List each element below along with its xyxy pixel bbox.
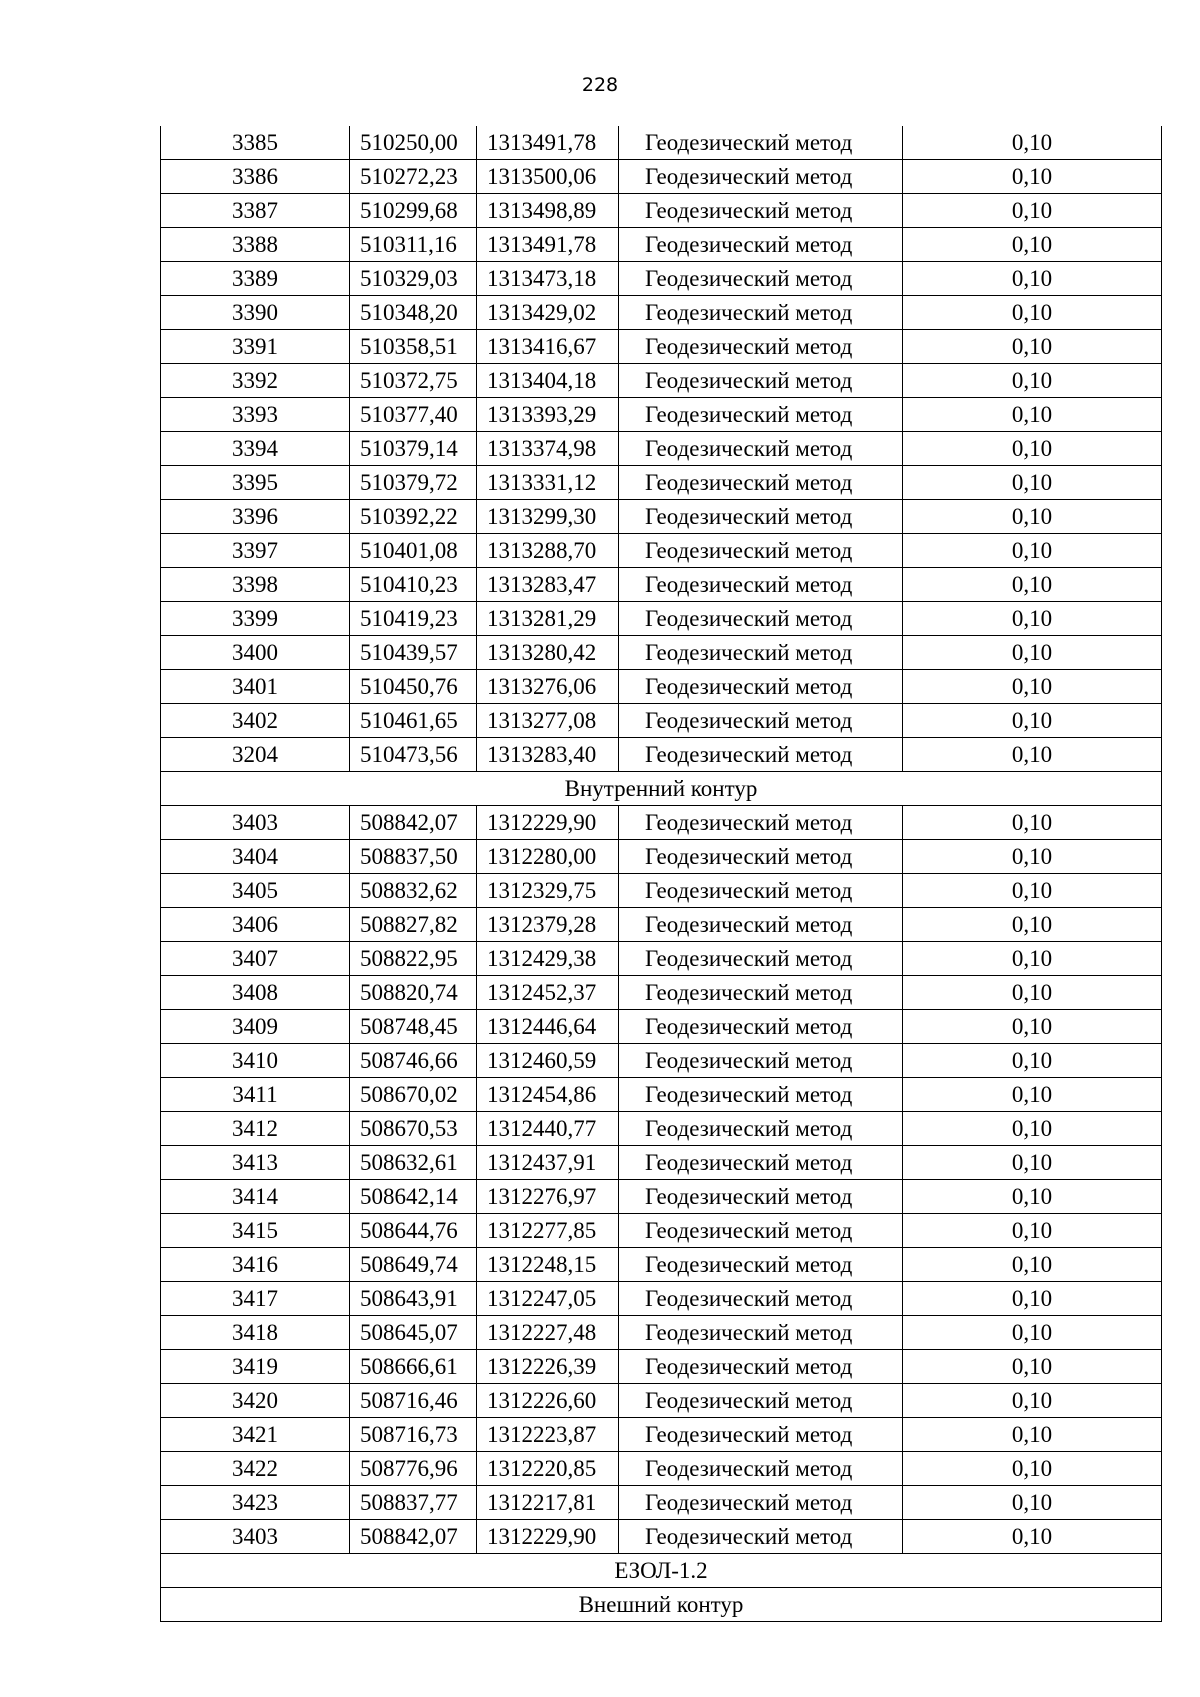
accuracy-cell: 0,10: [903, 1112, 1162, 1146]
x-coordinate-cell: 510379,72: [350, 466, 477, 500]
accuracy-cell: 0,10: [903, 1214, 1162, 1248]
accuracy-cell: 0,10: [903, 568, 1162, 602]
y-coordinate-cell: 1312454,86: [477, 1078, 619, 1112]
x-coordinate-cell: 510377,40: [350, 398, 477, 432]
section-header-row: [161, 1588, 1162, 1622]
accuracy-cell: 0,10: [903, 228, 1162, 262]
point-number-cell: 3393: [161, 398, 350, 432]
accuracy-cell: 0,10: [903, 976, 1162, 1010]
table-row: [161, 840, 1162, 874]
y-coordinate-cell: 1312460,59: [477, 1044, 619, 1078]
x-coordinate-cell: 510272,23: [350, 160, 477, 194]
point-number-cell: 3401: [161, 670, 350, 704]
x-coordinate-cell: 508645,07: [350, 1316, 477, 1350]
point-number-cell: 3386: [161, 160, 350, 194]
accuracy-cell: 0,10: [903, 942, 1162, 976]
y-coordinate-cell: 1312452,37: [477, 976, 619, 1010]
method-cell: Геодезический метод: [619, 1384, 903, 1418]
method-cell: Геодезический метод: [619, 160, 903, 194]
method-cell: Геодезический метод: [619, 1180, 903, 1214]
table-row: [161, 1112, 1162, 1146]
accuracy-cell: 0,10: [903, 194, 1162, 228]
accuracy-cell: 0,10: [903, 1486, 1162, 1520]
point-number-cell: 3204: [161, 738, 350, 772]
accuracy-cell: 0,10: [903, 636, 1162, 670]
x-coordinate-cell: 508670,53: [350, 1112, 477, 1146]
accuracy-cell: 0,10: [903, 1010, 1162, 1044]
accuracy-cell: 0,10: [903, 1282, 1162, 1316]
table-row: [161, 466, 1162, 500]
accuracy-cell: 0,10: [903, 126, 1162, 160]
method-cell: Геодезический метод: [619, 1486, 903, 1520]
y-coordinate-cell: 1312223,87: [477, 1418, 619, 1452]
point-number-cell: 3411: [161, 1078, 350, 1112]
table-row: [161, 568, 1162, 602]
accuracy-cell: 0,10: [903, 1044, 1162, 1078]
point-number-cell: 3420: [161, 1384, 350, 1418]
y-coordinate-cell: 1312229,90: [477, 806, 619, 840]
accuracy-cell: 0,10: [903, 296, 1162, 330]
method-cell: Геодезический метод: [619, 262, 903, 296]
y-coordinate-cell: 1312277,85: [477, 1214, 619, 1248]
x-coordinate-cell: 508632,61: [350, 1146, 477, 1180]
method-cell: Геодезический метод: [619, 1248, 903, 1282]
x-coordinate-cell: 508643,91: [350, 1282, 477, 1316]
table-row: [161, 874, 1162, 908]
method-cell: Геодезический метод: [619, 738, 903, 772]
x-coordinate-cell: 508666,61: [350, 1350, 477, 1384]
table-row: [161, 398, 1162, 432]
y-coordinate-cell: 1312440,77: [477, 1112, 619, 1146]
x-coordinate-cell: 510299,68: [350, 194, 477, 228]
table-row: [161, 364, 1162, 398]
point-number-cell: 3408: [161, 976, 350, 1010]
point-number-cell: 3418: [161, 1316, 350, 1350]
point-number-cell: 3399: [161, 602, 350, 636]
x-coordinate-cell: 510401,08: [350, 534, 477, 568]
y-coordinate-cell: 1313491,78: [477, 228, 619, 262]
x-coordinate-cell: 510419,23: [350, 602, 477, 636]
table-row: [161, 1010, 1162, 1044]
x-coordinate-cell: 508822,95: [350, 942, 477, 976]
point-number-cell: 3391: [161, 330, 350, 364]
method-cell: Геодезический метод: [619, 1282, 903, 1316]
y-coordinate-cell: 1312227,48: [477, 1316, 619, 1350]
y-coordinate-cell: 1313288,70: [477, 534, 619, 568]
coordinates-table: [160, 126, 1162, 1622]
accuracy-cell: 0,10: [903, 534, 1162, 568]
point-number-cell: 3400: [161, 636, 350, 670]
table-row: [161, 228, 1162, 262]
coordinates-table-body: [161, 126, 1162, 1622]
table-row: [161, 1384, 1162, 1418]
accuracy-cell: 0,10: [903, 160, 1162, 194]
x-coordinate-cell: 510392,22: [350, 500, 477, 534]
accuracy-cell: 0,10: [903, 670, 1162, 704]
method-cell: Геодезический метод: [619, 126, 903, 160]
table-row: [161, 296, 1162, 330]
point-number-cell: 3396: [161, 500, 350, 534]
point-number-cell: 3397: [161, 534, 350, 568]
table-row: [161, 1486, 1162, 1520]
accuracy-cell: 0,10: [903, 466, 1162, 500]
table-row: [161, 1316, 1162, 1350]
point-number-cell: 3410: [161, 1044, 350, 1078]
accuracy-cell: 0,10: [903, 364, 1162, 398]
method-cell: Геодезический метод: [619, 296, 903, 330]
method-cell: Геодезический метод: [619, 466, 903, 500]
method-cell: Геодезический метод: [619, 398, 903, 432]
point-number-cell: 3413: [161, 1146, 350, 1180]
x-coordinate-cell: 508644,76: [350, 1214, 477, 1248]
y-coordinate-cell: 1312247,05: [477, 1282, 619, 1316]
table-row: [161, 500, 1162, 534]
y-coordinate-cell: 1312379,28: [477, 908, 619, 942]
y-coordinate-cell: 1312226,60: [477, 1384, 619, 1418]
y-coordinate-cell: 1312226,39: [477, 1350, 619, 1384]
point-number-cell: 3388: [161, 228, 350, 262]
point-number-cell: 3406: [161, 908, 350, 942]
y-coordinate-cell: 1312329,75: [477, 874, 619, 908]
accuracy-cell: 0,10: [903, 1418, 1162, 1452]
point-number-cell: 3422: [161, 1452, 350, 1486]
accuracy-cell: 0,10: [903, 806, 1162, 840]
method-cell: Геодезический метод: [619, 364, 903, 398]
section-header: ЕЗОЛ-1.2: [161, 1554, 1162, 1588]
table-row: [161, 602, 1162, 636]
table-row: [161, 534, 1162, 568]
method-cell: Геодезический метод: [619, 636, 903, 670]
x-coordinate-cell: 508837,50: [350, 840, 477, 874]
point-number-cell: 3390: [161, 296, 350, 330]
table-row: [161, 160, 1162, 194]
point-number-cell: 3398: [161, 568, 350, 602]
point-number-cell: 3414: [161, 1180, 350, 1214]
point-number-cell: 3404: [161, 840, 350, 874]
accuracy-cell: 0,10: [903, 432, 1162, 466]
y-coordinate-cell: 1312248,15: [477, 1248, 619, 1282]
x-coordinate-cell: 510379,14: [350, 432, 477, 466]
method-cell: Геодезический метод: [619, 1078, 903, 1112]
method-cell: Геодезический метод: [619, 194, 903, 228]
x-coordinate-cell: 508716,46: [350, 1384, 477, 1418]
point-number-cell: 3403: [161, 806, 350, 840]
point-number-cell: 3389: [161, 262, 350, 296]
y-coordinate-cell: 1313498,89: [477, 194, 619, 228]
method-cell: Геодезический метод: [619, 1044, 903, 1078]
section-header: Внутренний контур: [161, 772, 1162, 806]
accuracy-cell: 0,10: [903, 330, 1162, 364]
method-cell: Геодезический метод: [619, 942, 903, 976]
point-number-cell: 3385: [161, 126, 350, 160]
x-coordinate-cell: 508716,73: [350, 1418, 477, 1452]
table-row: [161, 1078, 1162, 1112]
section-header-row: [161, 1554, 1162, 1588]
y-coordinate-cell: 1313283,40: [477, 738, 619, 772]
table-row: [161, 1248, 1162, 1282]
point-number-cell: 3392: [161, 364, 350, 398]
method-cell: Геодезический метод: [619, 1146, 903, 1180]
y-coordinate-cell: 1313299,30: [477, 500, 619, 534]
x-coordinate-cell: 508642,14: [350, 1180, 477, 1214]
point-number-cell: 3417: [161, 1282, 350, 1316]
method-cell: Геодезический метод: [619, 976, 903, 1010]
accuracy-cell: 0,10: [903, 602, 1162, 636]
point-number-cell: 3412: [161, 1112, 350, 1146]
method-cell: Геодезический метод: [619, 534, 903, 568]
x-coordinate-cell: 510473,56: [350, 738, 477, 772]
y-coordinate-cell: 1312429,38: [477, 942, 619, 976]
method-cell: Геодезический метод: [619, 500, 903, 534]
method-cell: Геодезический метод: [619, 1452, 903, 1486]
table-row: [161, 1350, 1162, 1384]
method-cell: Геодезический метод: [619, 432, 903, 466]
table-row: [161, 942, 1162, 976]
method-cell: Геодезический метод: [619, 1418, 903, 1452]
y-coordinate-cell: 1313500,06: [477, 160, 619, 194]
y-coordinate-cell: 1313331,12: [477, 466, 619, 500]
point-number-cell: 3409: [161, 1010, 350, 1044]
x-coordinate-cell: 508649,74: [350, 1248, 477, 1282]
section-header: Внешний контур: [161, 1588, 1162, 1622]
method-cell: Геодезический метод: [619, 1112, 903, 1146]
x-coordinate-cell: 510410,23: [350, 568, 477, 602]
accuracy-cell: 0,10: [903, 1248, 1162, 1282]
table-row: [161, 976, 1162, 1010]
table-row: [161, 1214, 1162, 1248]
point-number-cell: 3415: [161, 1214, 350, 1248]
y-coordinate-cell: 1313491,78: [477, 126, 619, 160]
x-coordinate-cell: 510461,65: [350, 704, 477, 738]
accuracy-cell: 0,10: [903, 1350, 1162, 1384]
accuracy-cell: 0,10: [903, 704, 1162, 738]
table-row: [161, 1044, 1162, 1078]
accuracy-cell: 0,10: [903, 1452, 1162, 1486]
table-row: [161, 432, 1162, 466]
y-coordinate-cell: 1312446,64: [477, 1010, 619, 1044]
x-coordinate-cell: 508827,82: [350, 908, 477, 942]
x-coordinate-cell: 508670,02: [350, 1078, 477, 1112]
point-number-cell: 3421: [161, 1418, 350, 1452]
accuracy-cell: 0,10: [903, 500, 1162, 534]
accuracy-cell: 0,10: [903, 1180, 1162, 1214]
method-cell: Геодезический метод: [619, 1010, 903, 1044]
table-row: [161, 1452, 1162, 1486]
method-cell: Геодезический метод: [619, 568, 903, 602]
point-number-cell: 3394: [161, 432, 350, 466]
accuracy-cell: 0,10: [903, 1316, 1162, 1350]
method-cell: Геодезический метод: [619, 806, 903, 840]
y-coordinate-cell: 1313429,02: [477, 296, 619, 330]
method-cell: Геодезический метод: [619, 670, 903, 704]
accuracy-cell: 0,10: [903, 738, 1162, 772]
table-row: [161, 194, 1162, 228]
x-coordinate-cell: 508842,07: [350, 806, 477, 840]
table-row: [161, 330, 1162, 364]
x-coordinate-cell: 510450,76: [350, 670, 477, 704]
method-cell: Геодезический метод: [619, 1520, 903, 1554]
table-row: [161, 908, 1162, 942]
y-coordinate-cell: 1312220,85: [477, 1452, 619, 1486]
y-coordinate-cell: 1313280,42: [477, 636, 619, 670]
table-row: [161, 1418, 1162, 1452]
y-coordinate-cell: 1313277,08: [477, 704, 619, 738]
y-coordinate-cell: 1313473,18: [477, 262, 619, 296]
y-coordinate-cell: 1313374,98: [477, 432, 619, 466]
table-row: [161, 126, 1162, 160]
accuracy-cell: 0,10: [903, 1520, 1162, 1554]
point-number-cell: 3423: [161, 1486, 350, 1520]
method-cell: Геодезический метод: [619, 1350, 903, 1384]
x-coordinate-cell: 510372,75: [350, 364, 477, 398]
table-row: [161, 1282, 1162, 1316]
y-coordinate-cell: 1312217,81: [477, 1486, 619, 1520]
accuracy-cell: 0,10: [903, 908, 1162, 942]
section-header-row: [161, 772, 1162, 806]
accuracy-cell: 0,10: [903, 1384, 1162, 1418]
x-coordinate-cell: 510358,51: [350, 330, 477, 364]
y-coordinate-cell: 1312276,97: [477, 1180, 619, 1214]
table-row: [161, 1146, 1162, 1180]
x-coordinate-cell: 510439,57: [350, 636, 477, 670]
point-number-cell: 3403: [161, 1520, 350, 1554]
x-coordinate-cell: 508832,62: [350, 874, 477, 908]
x-coordinate-cell: 508820,74: [350, 976, 477, 1010]
y-coordinate-cell: 1312437,91: [477, 1146, 619, 1180]
x-coordinate-cell: 510250,00: [350, 126, 477, 160]
x-coordinate-cell: 510348,20: [350, 296, 477, 330]
point-number-cell: 3395: [161, 466, 350, 500]
table-row: [161, 636, 1162, 670]
y-coordinate-cell: 1313283,47: [477, 568, 619, 602]
table-row: [161, 1180, 1162, 1214]
table-row: [161, 704, 1162, 738]
table-row: [161, 670, 1162, 704]
y-coordinate-cell: 1312280,00: [477, 840, 619, 874]
point-number-cell: 3387: [161, 194, 350, 228]
table-row: [161, 806, 1162, 840]
x-coordinate-cell: 510311,16: [350, 228, 477, 262]
accuracy-cell: 0,10: [903, 874, 1162, 908]
point-number-cell: 3407: [161, 942, 350, 976]
method-cell: Геодезический метод: [619, 1316, 903, 1350]
accuracy-cell: 0,10: [903, 398, 1162, 432]
x-coordinate-cell: 508748,45: [350, 1010, 477, 1044]
page-number: 228: [581, 74, 619, 96]
method-cell: Геодезический метод: [619, 874, 903, 908]
point-number-cell: 3419: [161, 1350, 350, 1384]
x-coordinate-cell: 508776,96: [350, 1452, 477, 1486]
y-coordinate-cell: 1313416,67: [477, 330, 619, 364]
method-cell: Геодезический метод: [619, 704, 903, 738]
x-coordinate-cell: 510329,03: [350, 262, 477, 296]
point-number-cell: 3402: [161, 704, 350, 738]
method-cell: Геодезический метод: [619, 330, 903, 364]
x-coordinate-cell: 508746,66: [350, 1044, 477, 1078]
accuracy-cell: 0,10: [903, 1146, 1162, 1180]
method-cell: Геодезический метод: [619, 908, 903, 942]
point-number-cell: 3405: [161, 874, 350, 908]
method-cell: Геодезический метод: [619, 228, 903, 262]
x-coordinate-cell: 508837,77: [350, 1486, 477, 1520]
accuracy-cell: 0,10: [903, 840, 1162, 874]
y-coordinate-cell: 1313393,29: [477, 398, 619, 432]
method-cell: Геодезический метод: [619, 1214, 903, 1248]
table-row: [161, 738, 1162, 772]
y-coordinate-cell: 1313276,06: [477, 670, 619, 704]
accuracy-cell: 0,10: [903, 262, 1162, 296]
x-coordinate-cell: 508842,07: [350, 1520, 477, 1554]
y-coordinate-cell: 1313281,29: [477, 602, 619, 636]
table-row: [161, 262, 1162, 296]
y-coordinate-cell: 1313404,18: [477, 364, 619, 398]
table-row: [161, 1520, 1162, 1554]
point-number-cell: 3416: [161, 1248, 350, 1282]
accuracy-cell: 0,10: [903, 1078, 1162, 1112]
y-coordinate-cell: 1312229,90: [477, 1520, 619, 1554]
method-cell: Геодезический метод: [619, 840, 903, 874]
method-cell: Геодезический метод: [619, 602, 903, 636]
